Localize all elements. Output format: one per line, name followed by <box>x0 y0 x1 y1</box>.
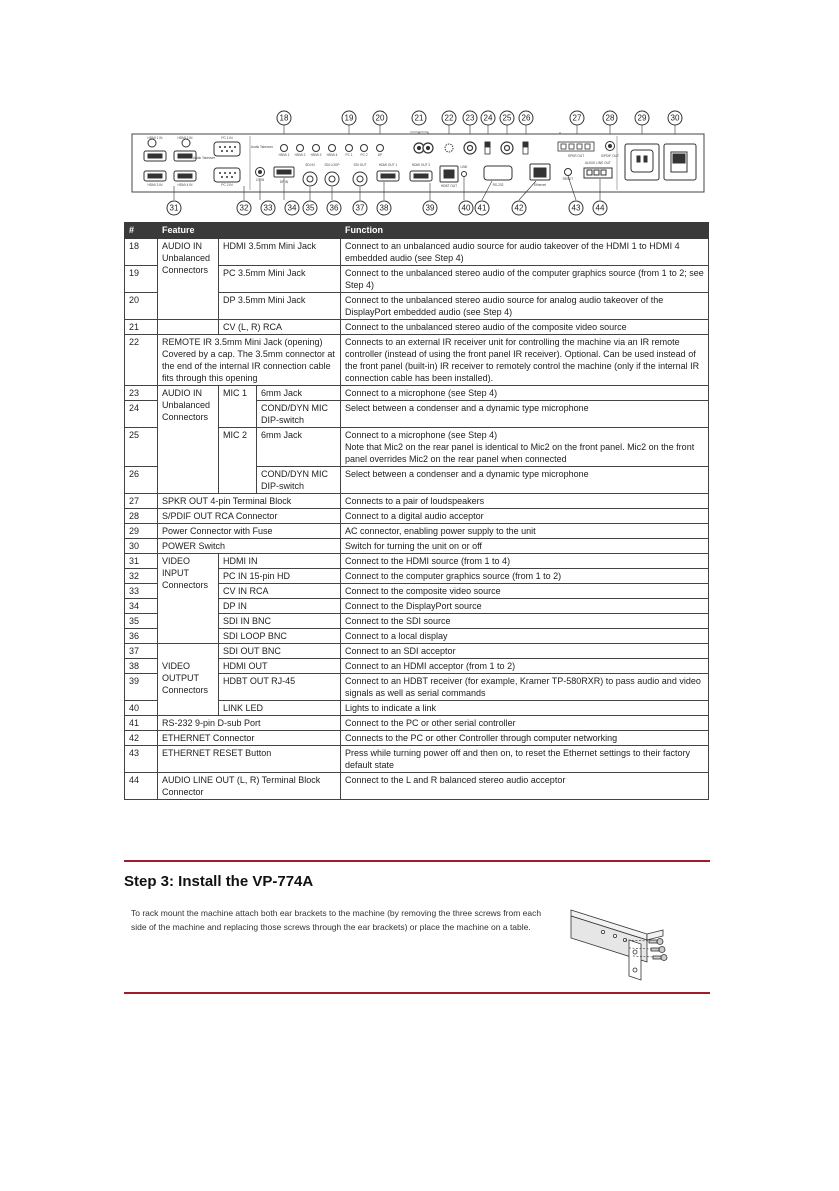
rear-panel-svg <box>122 108 714 220</box>
row-function: Connect to the unbalanced stereo audio of the computer graphics source (from 1 to 2; see Step 4) <box>341 266 709 293</box>
callout <box>569 201 583 215</box>
panel-label: HDMI 1 IN <box>147 136 163 140</box>
table-row <box>125 320 709 335</box>
panel-label: PC 1 IN <box>221 136 233 140</box>
row-function: Connects to a pair of loudspeakers <box>341 494 709 509</box>
callout <box>593 201 607 215</box>
row-feature: LINK LED <box>219 701 341 716</box>
table-row <box>125 509 709 524</box>
callout <box>570 111 584 125</box>
panel-label: HDMI OUT 2 <box>411 163 431 167</box>
row-group-empty <box>158 320 219 335</box>
panel-label: PC 2 <box>360 153 368 157</box>
row-number: 33 <box>125 584 158 599</box>
svg-text:35: 35 <box>305 203 315 213</box>
panel-label: HDMI 3 IN <box>147 183 163 187</box>
row-function: Select between a condenser and a dynamic type microphone <box>341 401 709 428</box>
svg-text:26: 26 <box>521 113 531 123</box>
svg-text:31: 31 <box>169 203 179 213</box>
row-feature: DP IN <box>219 599 341 614</box>
row-feature: COND/DYN MIC DIP-switch <box>257 467 341 494</box>
header-function: Function <box>341 223 709 239</box>
row-function: Connect to an HDBT receiver (for example, Kramer TP-580RXR) to pass audio and video signals as well as serial commands <box>341 674 709 701</box>
row-function: Select between a condenser and a dynamic type microphone <box>341 467 709 494</box>
row-feature: COND/DYN MIC DIP-switch <box>257 401 341 428</box>
row-feature: HDMI IN <box>219 554 341 569</box>
callout <box>512 201 526 215</box>
svg-text:32: 32 <box>239 203 249 213</box>
spkr-out-terminal <box>558 142 594 151</box>
svg-text:19: 19 <box>344 113 354 123</box>
callout <box>475 201 489 215</box>
svg-text:30: 30 <box>670 113 680 123</box>
power-inlet <box>625 144 659 180</box>
row-number: 25 <box>125 428 158 467</box>
table-row <box>125 746 709 773</box>
row-function: Connect to the HDMI source (from 1 to 4) <box>341 554 709 569</box>
callout <box>261 201 275 215</box>
row-function: Connect to a digital audio acceptor <box>341 509 709 524</box>
rear-panel-diagram <box>122 108 714 220</box>
row-number: 27 <box>125 494 158 509</box>
table-row <box>125 335 709 386</box>
row-function-cell <box>341 428 709 467</box>
rack-bracket-illustration <box>567 900 679 984</box>
row-number: 31 <box>125 554 158 569</box>
svg-text:27: 27 <box>572 113 582 123</box>
row-number: 21 <box>125 320 158 335</box>
panel-label: HDMI 2 <box>294 153 306 157</box>
callout <box>442 111 456 125</box>
row-number: 28 <box>125 509 158 524</box>
row-feature: 6mm Jack <box>257 386 341 401</box>
row-group: AUDIO IN Unbalanced Connectors <box>158 239 219 320</box>
row-function: Connect to the unbalanced stereo audio of the composite video source <box>341 320 709 335</box>
row-feature: ETHERNET Connector <box>158 731 341 746</box>
row-number: 42 <box>125 731 158 746</box>
row-feature: HDBT OUT RJ-45 <box>219 674 341 701</box>
row-feature: PC 3.5mm Mini Jack <box>219 266 341 293</box>
row-feature: SDI LOOP BNC <box>219 629 341 644</box>
svg-text:40: 40 <box>461 203 471 213</box>
row-function: Lights to indicate a link <box>341 701 709 716</box>
svg-text:29: 29 <box>637 113 647 123</box>
callout <box>373 111 387 125</box>
callout <box>303 201 317 215</box>
panel-label: S/PDIF OUT <box>601 154 619 158</box>
callout <box>237 201 251 215</box>
table-row <box>125 524 709 539</box>
row-feature: RS-232 9-pin D-sub Port <box>158 716 341 731</box>
callout <box>423 201 437 215</box>
row-feature: HDMI 3.5mm Mini Jack <box>219 239 341 266</box>
row-function: Connect to the L and R balanced stereo audio acceptor <box>341 773 709 800</box>
svg-text:37: 37 <box>355 203 365 213</box>
svg-text:25: 25 <box>502 113 512 123</box>
panel-label: CV IN <box>255 178 265 182</box>
row-group: VIDEO OUTPUT Connectors <box>158 659 219 716</box>
row-function: Connect to the composite video source <box>341 584 709 599</box>
row-number: 37 <box>125 644 158 659</box>
row-number: 38 <box>125 659 158 674</box>
panel-label: HDMI 3 <box>310 153 322 157</box>
panel-label: HDMI 4 IN <box>177 183 193 187</box>
svg-text:28: 28 <box>605 113 615 123</box>
ear-bracket <box>629 940 641 980</box>
row-feature: AUDIO LINE OUT (L, R) Terminal Block Connector <box>158 773 341 800</box>
row-group: AUDIO IN Unbalanced Connectors <box>158 386 219 494</box>
section-rule-top <box>124 860 710 862</box>
header-num: # <box>125 223 158 239</box>
svg-text:21: 21 <box>414 113 424 123</box>
section-rule-bottom <box>124 992 710 994</box>
row-feature: HDMI OUT <box>219 659 341 674</box>
row-number: 41 <box>125 716 158 731</box>
row-number: 29 <box>125 524 158 539</box>
row-number: 24 <box>125 401 158 428</box>
row-function: Connect to the DisplayPort source <box>341 599 709 614</box>
row-function: Connect to a microphone (see Step 4) <box>341 386 709 401</box>
table-row <box>125 554 709 569</box>
callout <box>342 111 356 125</box>
callout <box>353 201 367 215</box>
panel-label: RESET <box>562 177 574 181</box>
svg-text:41: 41 <box>477 203 487 213</box>
panel-label: HDBT OUT <box>440 184 458 188</box>
power-switch <box>664 144 696 180</box>
panel-label: LINK <box>460 165 468 169</box>
panel-label: RS-232 <box>492 183 504 187</box>
row-number: 34 <box>125 599 158 614</box>
row-note: Note that Mic2 on the rear panel is identical to Mic2 on the front panel. Mic2 on the front panel overrides Mic2 on the rear panel when connected <box>345 442 695 464</box>
row-function: Press while turning power off and then on, to reset the Ethernet settings to their factory default state <box>341 746 709 773</box>
panel-label: Audio Takeover <box>251 145 273 149</box>
svg-text:38: 38 <box>379 203 389 213</box>
panel-label: SDI IN <box>305 163 315 167</box>
row-group: VIDEO INPUT Connectors <box>158 554 219 644</box>
callout <box>459 201 473 215</box>
svg-text:36: 36 <box>329 203 339 213</box>
panel-label: AUDIO LINE OUT <box>585 161 611 165</box>
table-row <box>125 239 709 266</box>
svg-text:18: 18 <box>279 113 289 123</box>
table-row <box>125 716 709 731</box>
row-number: 35 <box>125 614 158 629</box>
row-feature: DP 3.5mm Mini Jack <box>219 293 341 320</box>
callout <box>463 111 477 125</box>
row-function: AC connector, enabling power supply to the unit <box>341 524 709 539</box>
panel-label: PC 2 IN <box>221 183 233 187</box>
remote-ir-opening <box>445 144 453 152</box>
row-feature: PC IN 15-pin HD <box>219 569 341 584</box>
callout <box>277 111 291 125</box>
row-feature: Power Connector with Fuse <box>158 524 341 539</box>
row-mic: MIC 1 <box>219 386 257 428</box>
step-text: To rack mount the machine attach both ear brackets to the machine (by removing the three screws from each side of the machine and replacing those screws through the ear brackets) or place the machine on a table. <box>131 908 542 932</box>
row-function: Switch for turning the unit on or off <box>341 539 709 554</box>
table-row <box>125 539 709 554</box>
row-function: Connect to a local display <box>341 629 709 644</box>
row-number: 44 <box>125 773 158 800</box>
svg-text:24: 24 <box>483 113 493 123</box>
svg-text:39: 39 <box>425 203 435 213</box>
step-title: Step 3: Install the VP-774A <box>124 873 314 890</box>
panel-label: HDMI 2 IN <box>177 136 193 140</box>
panel-label: SPKR OUT <box>567 154 585 158</box>
top-callouts <box>277 111 682 125</box>
row-function: Connect to the unbalanced stereo audio source for analog audio takeover of the DisplayPort embedded audio (see Step 4) <box>341 293 709 320</box>
row-function: Connect to an SDI acceptor <box>341 644 709 659</box>
svg-text:33: 33 <box>263 203 273 213</box>
row-feature: 6mm Jack <box>257 428 341 467</box>
row-function: Connects to an external IR receiver unit for controlling the machine via an IR remote controller (instead of using the front panel IR receiver). Optional. Can be used instead of the front panel (built-in) IR receiver to remotely control the machine (only if the internal IR connection cable has been installed). <box>341 335 709 386</box>
row-number: 23 <box>125 386 158 401</box>
svg-text:44: 44 <box>595 203 605 213</box>
panel-label: DP IN <box>279 180 289 184</box>
row-feature: ETHERNET RESET Button <box>158 746 341 773</box>
row-function: Connect to an HDMI acceptor (from 1 to 2) <box>341 659 709 674</box>
panel-label: PC 1 <box>345 153 353 157</box>
row-function: Connect to the PC or other serial controller <box>341 716 709 731</box>
panel-label: Audio Takeover <box>193 156 215 160</box>
callout <box>603 111 617 125</box>
table-row <box>125 773 709 800</box>
callout <box>327 201 341 215</box>
features-table <box>124 222 709 800</box>
row-feature: SDI IN BNC <box>219 614 341 629</box>
svg-text:20: 20 <box>375 113 385 123</box>
row-number: 26 <box>125 467 158 494</box>
row-feature: CV (L, R) RCA <box>219 320 341 335</box>
row-number: 19 <box>125 266 158 293</box>
table-header-row <box>125 223 709 239</box>
spdif-rca <box>606 142 615 151</box>
row-number: 32 <box>125 569 158 584</box>
panel-label: SDI OUT <box>353 163 367 167</box>
svg-text:34: 34 <box>287 203 297 213</box>
row-feature: POWER Switch <box>158 539 341 554</box>
callout <box>481 111 495 125</box>
row-number: 18 <box>125 239 158 266</box>
panel-label: SDI LOOP <box>324 163 340 167</box>
callout <box>285 201 299 215</box>
callout <box>668 111 682 125</box>
table-row <box>125 644 709 659</box>
svg-text:22: 22 <box>444 113 454 123</box>
row-number: 40 <box>125 701 158 716</box>
callout <box>167 201 181 215</box>
table-row <box>125 659 709 674</box>
row-mic: MIC 2 <box>219 428 257 494</box>
row-function: Connects to the PC or other Controller through computer networking <box>341 731 709 746</box>
row-feature: REMOTE IR 3.5mm Mini Jack (opening) Covered by a cap. The 3.5mm connector at the end of the internal IR connection cable fits through this opening <box>158 335 341 386</box>
svg-text:23: 23 <box>465 113 475 123</box>
row-number: 20 <box>125 293 158 320</box>
row-function: Connect to the computer graphics source (from 1 to 2) <box>341 569 709 584</box>
row-number: 43 <box>125 746 158 773</box>
svg-text:42: 42 <box>514 203 524 213</box>
panel-label: HDMI 1 <box>278 153 290 157</box>
callout <box>412 111 426 125</box>
header-feature: Feature <box>158 223 341 239</box>
row-number: 22 <box>125 335 158 386</box>
callout <box>500 111 514 125</box>
row-function: Connect to an unbalanced audio source for audio takeover of the HDMI 1 to HDMI 4 embedded audio (see Step 4) <box>341 239 709 266</box>
table-row <box>125 386 709 401</box>
row-function: Connect to a microphone (see Step 4) <box>345 430 498 440</box>
svg-text:43: 43 <box>571 203 581 213</box>
row-feature: CV IN RCA <box>219 584 341 599</box>
row-number: 36 <box>125 629 158 644</box>
panel-label: Ethernet <box>533 183 547 187</box>
row-feature: S/PDIF OUT RCA Connector <box>158 509 341 524</box>
callout <box>377 201 391 215</box>
table-row <box>125 731 709 746</box>
panel-label: HDMI 4 <box>326 153 338 157</box>
table-row <box>125 494 709 509</box>
panel-label: DP <box>377 153 383 157</box>
row-feature: SDI OUT BNC <box>219 644 341 659</box>
row-feature: SPKR OUT 4-pin Terminal Block <box>158 494 341 509</box>
panel-label: HDMI OUT 1 <box>378 163 398 167</box>
callout <box>635 111 649 125</box>
callout <box>519 111 533 125</box>
row-number: 30 <box>125 539 158 554</box>
row-group-empty <box>158 644 219 659</box>
row-number: 39 <box>125 674 158 701</box>
bottom-callouts <box>167 201 607 215</box>
row-function: Connect to the SDI source <box>341 614 709 629</box>
